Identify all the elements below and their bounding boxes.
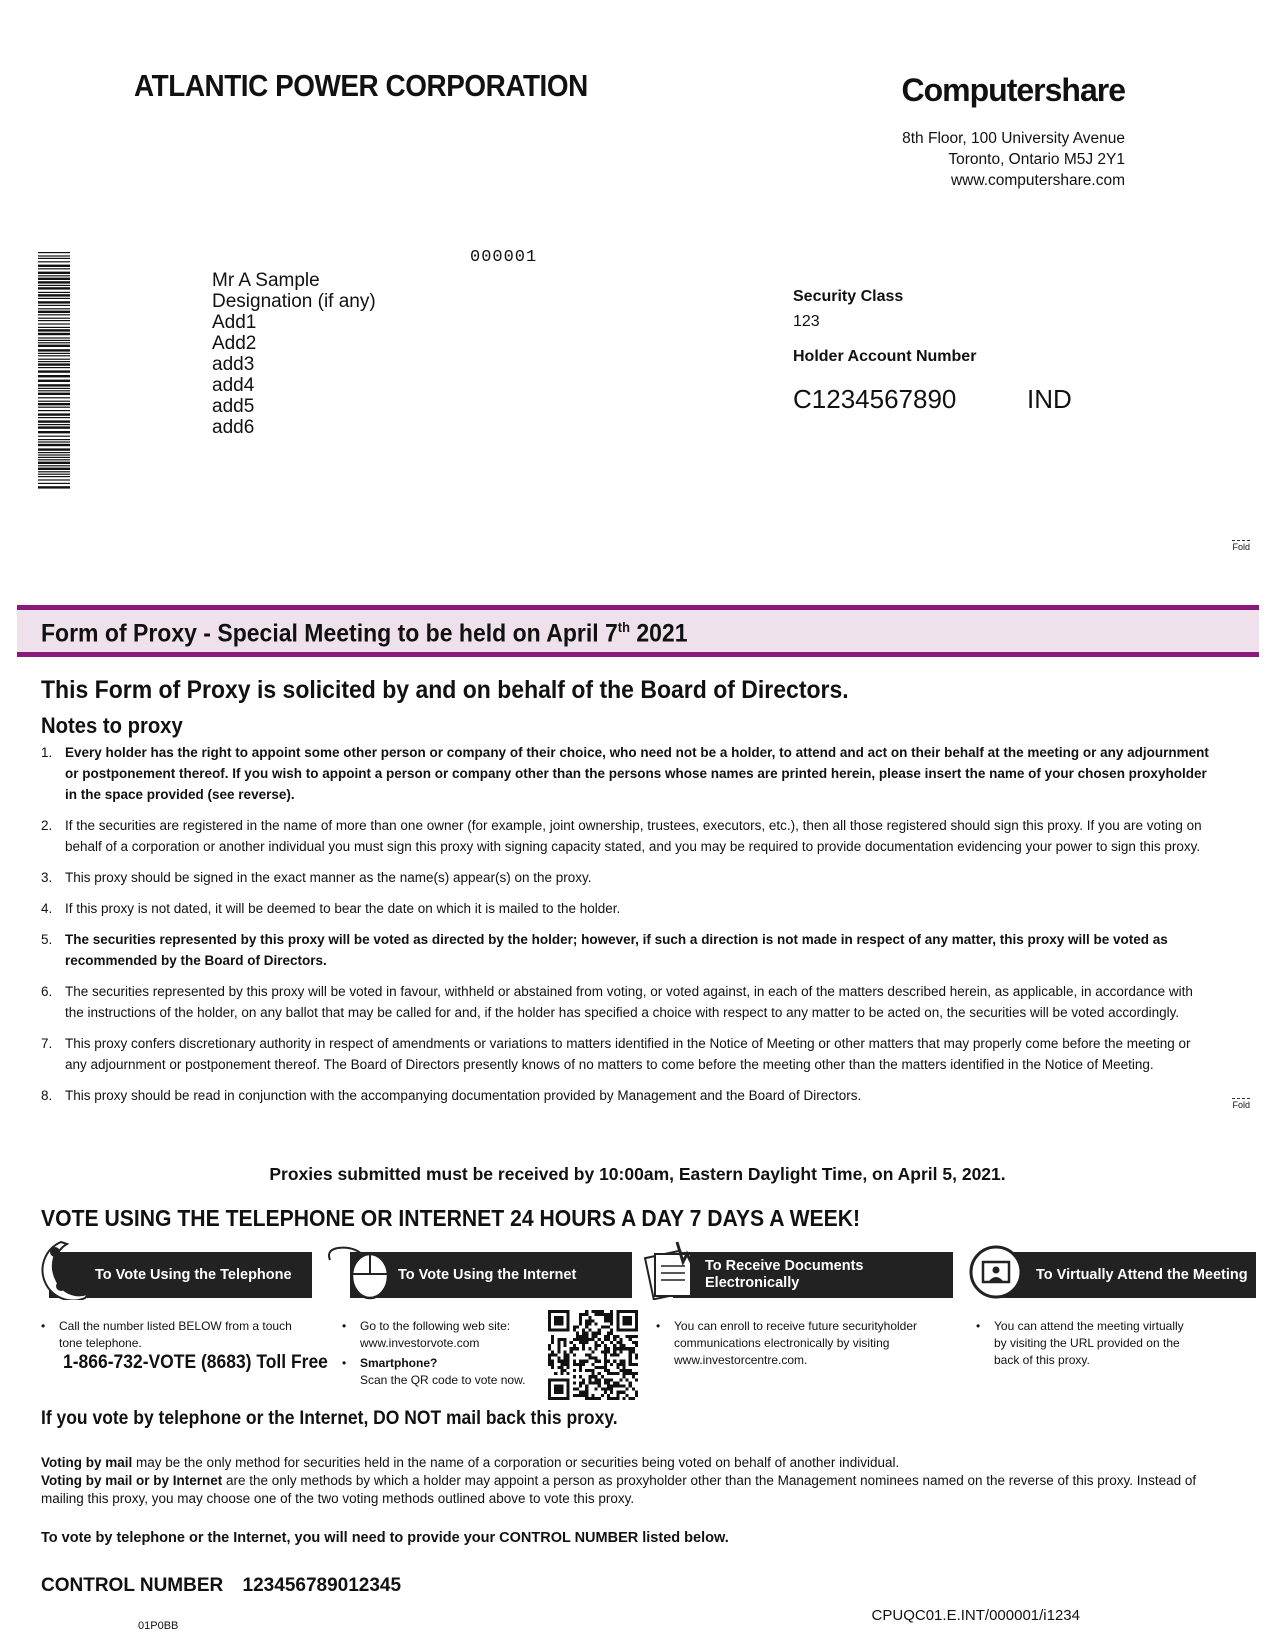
address-line: Mr A Sample xyxy=(212,270,320,291)
agent-address xyxy=(902,128,1125,191)
internet-bullet-text: Go to the following web site: www.investorvote.com xyxy=(360,1319,511,1350)
address-line: add6 xyxy=(212,417,255,438)
smartphone-text: Scan the QR code to vote now. xyxy=(360,1373,526,1387)
smartphone-label: Smartphone? xyxy=(360,1356,438,1370)
computershare-logo: Computershare xyxy=(901,72,1125,108)
control-number-value: 123456789012345 xyxy=(242,1575,402,1596)
attend-bullet: • You can attend the meeting virtually by visiting the URL provided on the back of this proxy. xyxy=(976,1318,1196,1369)
note-number: 3. xyxy=(41,870,53,885)
mail-internet-bold: Voting by mail or by Internet xyxy=(41,1473,223,1488)
note-text: This proxy confers discretionary authority in respect of amendments or variations to matters identified in the Notice of Meeting or other matters that may properly come before the meeting or any adjournment or postponement thereof. The Board of Directors presently knows of no matters to come before the meeting other than the matters identified in the Notice of Meeting. xyxy=(65,1036,1191,1072)
security-class-label: Security Class xyxy=(793,288,904,305)
note-number: 2. xyxy=(41,818,53,833)
note-text: The securities represented by this proxy will be voted in favour, withheld or abstained from voting, or voted against, in each of the matters described herein, as applicable, in accordance with the instructions of the holder, on any ballot that may be called for and, if the holder has specified a choice with respect to any matter to be acted on, the securities will be voted accordingly. xyxy=(65,984,1193,1020)
telephone-bullet-text: Call the number listed BELOW from a touch tone telephone. xyxy=(59,1319,292,1350)
agent-address-line: Toronto, Ontario M5J 2Y1 xyxy=(948,151,1125,168)
attend-bullet-text: You can attend the meeting virtually by visiting the URL provided on the back of this proxy. xyxy=(994,1319,1184,1367)
note-number: 1. xyxy=(41,745,53,760)
holder-account-type: IND xyxy=(1027,384,1072,414)
documents-icon xyxy=(643,1240,705,1300)
notes-heading: Notes to proxy xyxy=(41,713,183,738)
security-class-value: 123 xyxy=(793,313,820,330)
note-text: This proxy should be read in conjunction with the accompanying documentation provided by Management and the Board of Directors. xyxy=(65,1088,862,1103)
reference-code: CPUQC01.E.INT/000001/i1234 xyxy=(871,1607,1080,1624)
note-item xyxy=(41,815,1211,857)
address-line: add4 xyxy=(212,375,255,396)
control-number-intro: To vote by telephone or the Internet, you will need to provide your CONTROL NUMBER listed below. xyxy=(41,1530,729,1546)
proxy-title-text: Form of Proxy - Special Meeting to be held on April 7 xyxy=(41,619,618,648)
address-line: add5 xyxy=(212,396,255,417)
note-text: The securities represented by this proxy will be voted as directed by the holder; however, if such a direction is not made in respect of any matter, this proxy will be voted as recommended by the Board of Directors. xyxy=(65,932,1168,968)
solicited-heading: This Form of Proxy is solicited by and on behalf of the Board of Directors. xyxy=(41,676,849,704)
note-item xyxy=(41,1085,1211,1106)
address-line: Add2 xyxy=(212,333,257,354)
control-number-row xyxy=(41,1575,401,1597)
proxy-title-sup: th xyxy=(617,619,630,635)
note-text: If this proxy is not dated, it will be deemed to bear the date on which it is mailed to the holder. xyxy=(65,901,621,916)
mail-voting-text xyxy=(41,1454,1231,1508)
note-item xyxy=(41,1033,1211,1075)
no-mail-notice: If you vote by telephone or the Internet, DO NOT mail back this proxy. xyxy=(41,1408,618,1429)
mail-voting-rest: may be the only method for securities held in the name of a corporation or securities being voted on behalf of another individual. xyxy=(132,1455,900,1470)
sequence-number: 000001 xyxy=(470,248,538,267)
agent-address-line: www.computershare.com xyxy=(950,172,1125,189)
address-line: add3 xyxy=(212,354,255,375)
note-item xyxy=(41,867,1211,888)
note-item xyxy=(41,898,1211,919)
vote-heading: VOTE USING THE TELEPHONE OR INTERNET 24 HOURS A DAY 7 DAYS A WEEK! xyxy=(41,1205,861,1231)
form-code: 01P0BB xyxy=(138,1620,179,1632)
proxy-title-year: 2021 xyxy=(629,619,688,648)
note-number: 6. xyxy=(41,984,53,999)
qr-code-icon[interactable] xyxy=(548,1310,638,1400)
documents-bullet-text: You can enroll to receive future securityholder communications electronically by visiting www.investorcentre.com. xyxy=(674,1319,918,1367)
vote-telephone-title: To Vote Using the Telephone xyxy=(49,1252,312,1298)
mail-voting-paragraph xyxy=(41,1454,1231,1472)
company-name: ATLANTIC POWER CORPORATION xyxy=(134,68,588,103)
computer-mouse-icon xyxy=(324,1240,396,1300)
mailing-address xyxy=(212,270,376,438)
fold-mark: Fold xyxy=(1232,542,1250,552)
telephone-number: 1-866-732-VOTE (8683) Toll Free xyxy=(63,1352,328,1373)
proxy-deadline: Proxies submitted must be received by 10:00am, Eastern Daylight Time, on April 5, 2021. xyxy=(269,1164,1006,1184)
fold-mark: Fold xyxy=(1232,1100,1250,1110)
note-item xyxy=(41,981,1211,1023)
note-item xyxy=(41,929,1211,971)
agent-address-line: 8th Floor, 100 University Avenue xyxy=(902,130,1125,147)
note-text: Every holder has the right to appoint some other person or company of their choice, who need not be a holder, to attend and act on their behalf at the meeting or any adjournment or postponement thereof. If you wish to appoint a person or company other than the persons whose names are printed herein, please insert the name of your chosen proxyholder in the space provided (see reverse). xyxy=(65,745,1209,802)
internet-bullet: • Go to the following web site: www.investorvote.com xyxy=(342,1318,542,1352)
smartphone-bullet: • Smartphone? Scan the QR code to vote now. xyxy=(342,1356,526,1387)
note-item xyxy=(41,742,1211,805)
mail-internet-rest: are the only methods by which a holder may appoint a person as proxyholder other than the Management nominees named on the reverse of this proxy. Instead of mailing this proxy, you may choose one of the two voting methods outlined above to vote this proxy. xyxy=(41,1473,1197,1506)
mail-internet-paragraph xyxy=(41,1472,1231,1508)
proxy-title-band xyxy=(17,605,1259,657)
virtual-attend-title: To Virtually Attend the Meeting xyxy=(996,1252,1256,1298)
holder-account-label: Holder Account Number xyxy=(793,348,977,365)
note-number: 4. xyxy=(41,901,53,916)
notes-list xyxy=(41,742,1211,1116)
holder-account-number: C1234567890 xyxy=(793,384,957,414)
address-line: Add1 xyxy=(212,312,257,333)
vote-internet-title: To Vote Using the Internet xyxy=(350,1252,632,1298)
control-number-label: CONTROL NUMBER xyxy=(41,1575,224,1596)
postal-barcode-icon xyxy=(38,252,70,490)
note-number: 7. xyxy=(41,1036,53,1051)
proxy-title xyxy=(41,619,688,648)
note-number: 5. xyxy=(41,932,53,947)
telephone-bullet: • Call the number listed BELOW from a touch tone telephone. xyxy=(41,1318,311,1352)
documents-bullet: • You can enroll to receive future securityholder communications electronically by visiting www.investorcentre.com. xyxy=(656,1318,926,1369)
virtual-meeting-icon xyxy=(966,1240,1026,1300)
address-line: Designation (if any) xyxy=(212,291,376,312)
telephone-icon xyxy=(41,1240,93,1300)
note-number: 8. xyxy=(41,1088,53,1103)
note-text: If the securities are registered in the name of more than one owner (for example, joint ownership, trustees, executors, etc.), then all those registered should sign this proxy. If you are voting on behalf of a corporation or another individual you must sign this proxy with signing capacity stated, and you may be required to provide documentation evidencing your power to sign this proxy. xyxy=(65,818,1202,854)
receive-documents-title: To Receive Documents Electronically xyxy=(673,1252,953,1298)
note-text: This proxy should be signed in the exact manner as the name(s) appear(s) on the proxy. xyxy=(65,870,592,885)
mail-voting-bold: Voting by mail xyxy=(41,1455,133,1470)
